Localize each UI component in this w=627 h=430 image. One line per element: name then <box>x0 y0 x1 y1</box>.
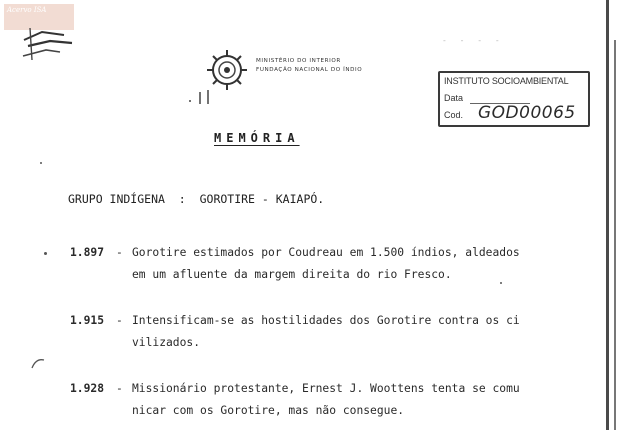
entry-text-line1: Gorotire estimados por Coudreau em 1.500 índios, aldeados <box>132 246 520 259</box>
entry-text-line2: em um afluente da margem direita do rio Fresco. <box>132 268 452 281</box>
entry-year: 1.915 <box>70 314 105 327</box>
stamp-cod-label: Cod. <box>444 110 464 120</box>
coat-of-arms-seal <box>204 47 250 93</box>
margin-mark <box>30 356 46 370</box>
group-separator: : <box>178 192 186 206</box>
entry-dash: - <box>116 382 123 395</box>
header-foundation: FUNDAÇÃO NACIONAL DO ÍNDIO <box>256 67 363 73</box>
header-ministry: MINISTÉRIO DO INTERIOR <box>256 58 341 64</box>
handwritten-tick-marks <box>186 88 216 108</box>
entry-text-line2: vilizados. <box>132 336 201 349</box>
group-label: GRUPO INDÍGENA <box>68 192 165 206</box>
entry-text-line1: Intensificam-se as hostilidades dos Gorotire contra os ci <box>132 314 520 327</box>
group-value: GOROTIRE - KAIAPÓ. <box>199 192 325 206</box>
indigenous-group-line <box>68 192 324 206</box>
entry-year: 1.897 <box>70 246 105 259</box>
stamp-institution: INSTITUTO SOCIOAMBIENTAL <box>444 76 569 86</box>
scan-speck <box>40 162 42 164</box>
document-title: MEMÓRIA <box>214 131 300 145</box>
page-edge-line <box>606 0 609 430</box>
page-edge-line-inner <box>614 40 616 430</box>
watermark-text: Acervo ISA <box>7 6 47 14</box>
entry-text-line2: nicar com os Gorotire, mas não consegue. <box>132 404 405 417</box>
stamp-cod-value: GOD00065 <box>478 103 576 123</box>
agency-header <box>256 57 362 75</box>
faint-handwriting: - - - - <box>442 36 504 45</box>
entry-text-line1: Missionário protestante, Ernest J. Woottens tenta se comu <box>132 382 520 395</box>
entry-dash: - <box>116 246 123 259</box>
entry-dash: - <box>116 314 123 327</box>
scan-speck <box>44 252 47 255</box>
archive-stamp <box>438 71 590 127</box>
scan-speck <box>500 282 502 284</box>
stamp-data-label: Data <box>444 93 464 103</box>
entry-year: 1.928 <box>70 382 105 395</box>
pen-scribble-mark <box>20 26 80 62</box>
